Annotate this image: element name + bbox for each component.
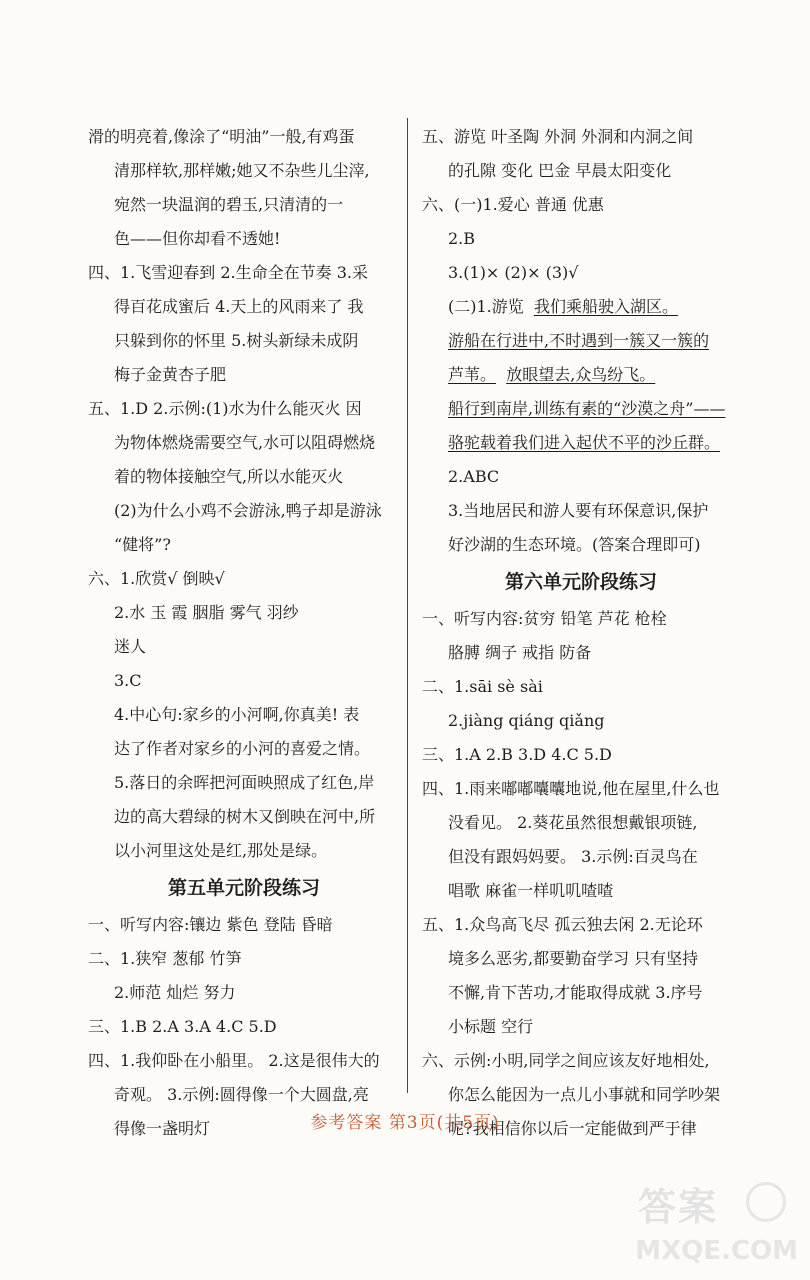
text-line: “健将”?	[114, 535, 171, 554]
text-line: 二、1.狭窄 葱郁 竹笋	[88, 949, 242, 968]
text-line: 好沙湖的生态环境。(答案合理即可)	[448, 535, 701, 554]
underlined-answer: 放眼望去,众鸟纷飞。	[506, 365, 656, 384]
text-line: 四、1.雨来嘟嘟囔囔地说,他在屋里,什么也	[422, 779, 720, 798]
text-line: 呢?我相信你以后一定能做到严于律	[448, 1119, 697, 1138]
watermark-logo	[635, 1170, 798, 1270]
underlined-answer: 我们乘船驶入湖区。	[533, 297, 678, 316]
text-line: 但没有跟妈妈要。 3.示例:百灵鸟在	[448, 847, 698, 866]
text-line: 3.(1)× (2)× (3)√	[448, 263, 579, 282]
text-line: 三、1.B 2.A 3.A 4.C 5.D	[88, 1017, 277, 1036]
text-line: 清那样软,那样嫩;她又不杂些儿尘滓,	[114, 161, 370, 180]
text-line: 五、1.D 2.示例:(1)水为什么能灭火 因	[88, 399, 362, 418]
text-line: 你怎么能因为一点儿小事就和同学吵架	[448, 1085, 721, 1104]
text-line: 2.ABC	[448, 467, 500, 486]
text-line: 2.水 玉 霞 胭脂 雾气 羽纱	[114, 603, 299, 622]
text-line: 唱歌 麻雀一样叽叽喳喳	[448, 881, 614, 900]
watermark-text: 答案	[638, 1185, 719, 1229]
text-line: 五、1.众鸟高飞尽 孤云独去闲 2.无论环	[422, 915, 703, 934]
text-line: 为物体燃烧需要空气,水可以阻碍燃烧	[114, 433, 376, 452]
underlined-answer: 船行到南岸,训练有素的“沙漠之舟”——	[448, 399, 726, 418]
text-line: 奇观。 3.示例:圆得像一个大圆盘,亮	[114, 1085, 369, 1104]
text-line: 境多么恶劣,都要勤奋学习 只有坚持	[448, 949, 699, 968]
text-line: 四、1.飞雪迎春到 2.生命全在节奏 3.采	[88, 263, 368, 282]
text-line: 得像一盏明灯	[114, 1119, 211, 1138]
underlined-answer: 游船在行进中,不时遇到一簇又一簇的	[448, 331, 710, 350]
right-column	[422, 120, 740, 1146]
text-line: 六、(一)1.爱心 普通 优惠	[422, 195, 604, 214]
page-footer: 参考答案 第3页(共5页)	[310, 1113, 500, 1133]
text-line: 5.落日的余晖把河面映照成了红色,岸	[114, 773, 375, 792]
text-line: 梅子金黄杏子肥	[114, 365, 227, 384]
underlined-answer: 骆驼载着我们进入起伏不平的沙丘群。	[448, 433, 721, 452]
text-line: 2.jiàng qiáng qiǎng	[448, 711, 605, 730]
watermark-badge-icon	[746, 1182, 786, 1222]
text-line	[422, 426, 740, 460]
section-heading: 第六单元阶段练习	[504, 571, 657, 593]
text-line: 六、示例:小明,同学之间应该友好地相处,	[422, 1051, 710, 1070]
text-line: 小标题 空行	[448, 1017, 534, 1036]
text-line: 一、听写内容:贫穷 铅笔 芦花 枪栓	[422, 609, 667, 628]
text-line: 五、游览 叶圣陶 外洞 外洞和内洞之间	[422, 127, 694, 146]
text-line: 四、1.我仰卧在小船里。 2.这是很伟大的	[88, 1051, 380, 1070]
text-line: 三、1.A 2.B 3.D 4.C 5.D	[422, 745, 612, 764]
text-line: 达了作者对家乡的小河的喜爱之情。	[114, 739, 371, 758]
text-line	[422, 324, 740, 358]
text-line: 宛然一块温润的碧玉,只清清的一	[114, 195, 344, 214]
column-divider	[407, 118, 408, 1093]
text-line	[422, 358, 740, 392]
text-line: 3.当地居民和游人要有环保意识,保护	[448, 501, 709, 520]
text-line: 只躲到你的怀里 5.树头新绿未成阴	[114, 331, 359, 350]
watermark-url: MXQE.COM	[635, 1236, 798, 1266]
text-line: 滑的明亮着,像涂了“明油”一般,有鸡蛋	[88, 127, 355, 146]
text-line: 迷人	[114, 637, 147, 656]
text-line: 边的高大碧绿的树木又倒映在河中,所	[114, 807, 376, 826]
text-line: 2.师范 灿烂 努力	[114, 983, 236, 1002]
text-line: 没看见。 2.葵花虽然很想戴银项链,	[448, 813, 698, 832]
section-heading: 第五单元阶段练习	[167, 877, 320, 899]
text-line: 着的物体接触空气,所以水能灭火	[114, 467, 344, 486]
text-line: 胳膊 绸子 戒指 防备	[448, 643, 592, 662]
text-line: (2)为什么小鸡不会游泳,鸭子却是游泳	[114, 501, 382, 520]
text-line: 不懈,肯下苦功,才能取得成就 3.序号	[448, 983, 703, 1002]
text-line: 六、1.欣赏√ 倒映√	[88, 569, 225, 588]
text-line: 4.中心句:家乡的小河啊,你真美! 表	[114, 705, 360, 724]
text-line: 2.B	[448, 229, 476, 248]
underlined-answer: 芦苇。	[448, 365, 497, 384]
text-line: 色——但你却看不透她!	[114, 229, 281, 248]
text-line: 3.C	[114, 671, 142, 690]
text-line: 得百花成蜜后 4.天上的风雨来了 我	[114, 297, 364, 316]
text-line	[422, 392, 740, 426]
text-line: 以小河里这处是红,那处是绿。	[114, 841, 328, 860]
text-line	[422, 290, 740, 324]
answer-label: (二)1.游览	[448, 297, 524, 316]
text-line: 二、1.sāi sè sài	[422, 677, 543, 696]
text-line: 一、听写内容:镶边 紫色 登陆 昏暗	[88, 915, 333, 934]
left-column	[88, 120, 400, 1146]
text-line: 的孔隙 变化 巴金 早晨太阳变化	[448, 161, 672, 180]
